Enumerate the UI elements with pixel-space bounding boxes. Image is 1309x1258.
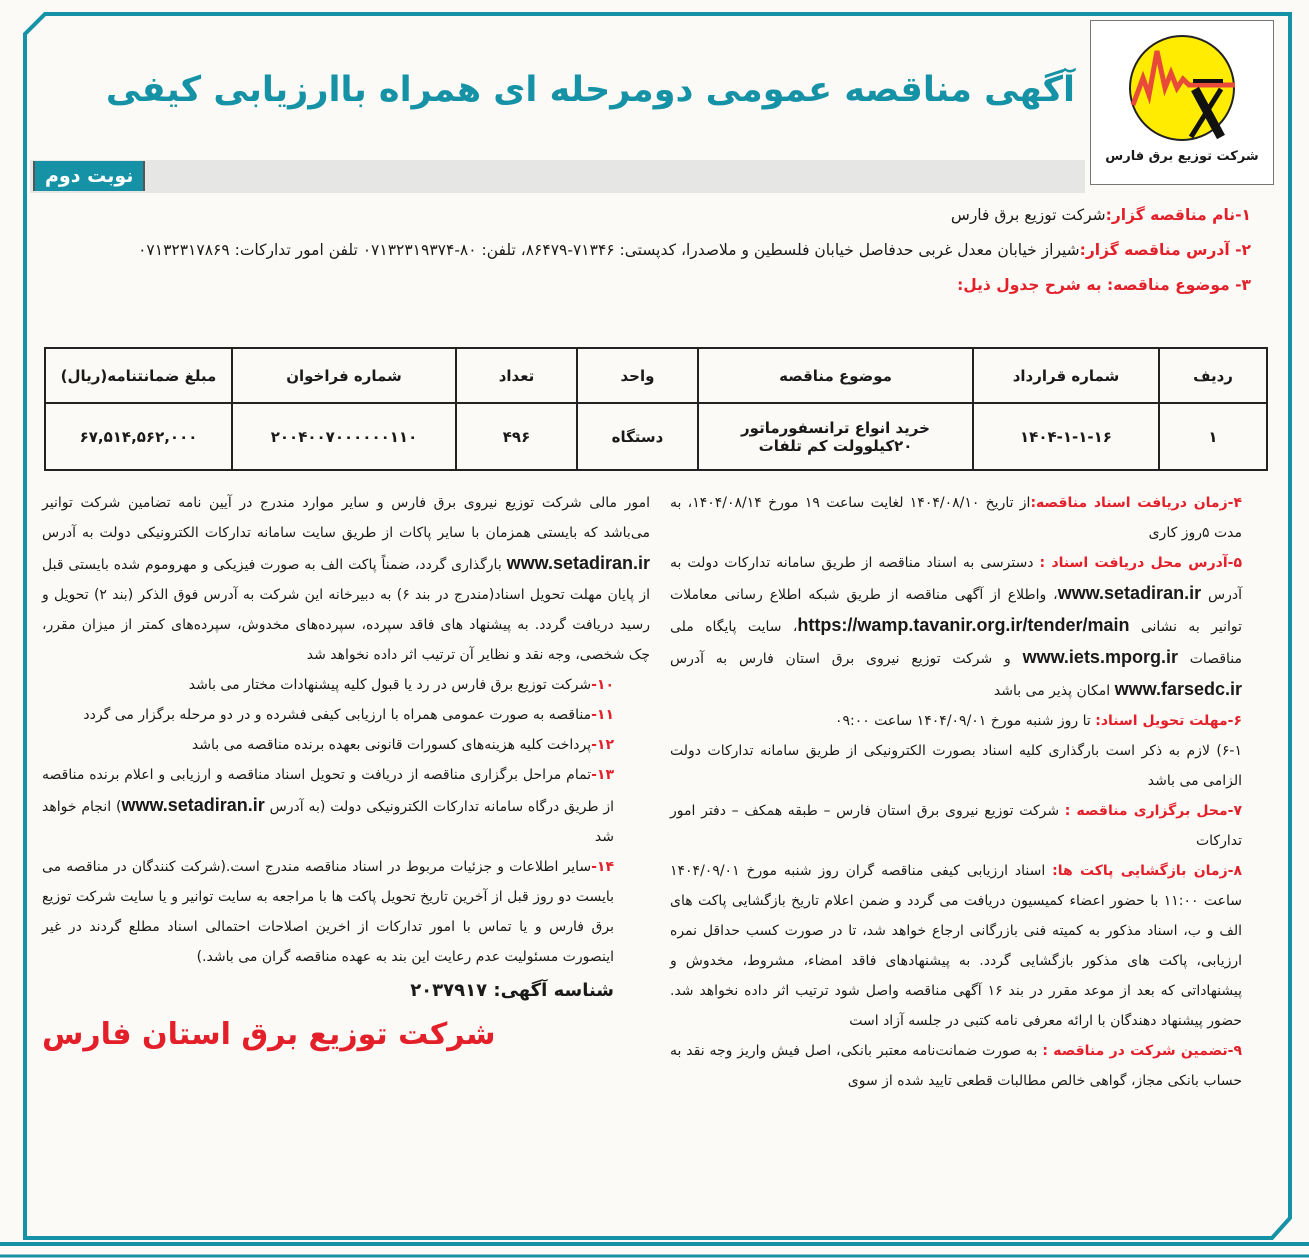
tender-table bbox=[44, 347, 1268, 471]
row-number: ۱ bbox=[1159, 403, 1267, 470]
tender-subject: خرید انواع ترانسفورماتور ۲۰کیلوولت کم تلفات bbox=[698, 403, 973, 470]
clause-label: ۱۰- bbox=[591, 677, 614, 693]
clause-text: امور مالی شرکت توزیع نیروی برق فارس و سایر موارد مندرج در آیین نامه تضامین شرکت توانیر می‌باشد که بایستی همزمان با سایر پاکات از طریق سایت سامانه تدارکات الکترونیکی دولت به آدرس bbox=[42, 495, 650, 541]
tender-clause bbox=[42, 852, 650, 972]
tender-clause bbox=[670, 796, 1278, 856]
clause-label: ۱۴- bbox=[591, 859, 614, 875]
clause-text: ) انجام خواهد شد bbox=[42, 799, 614, 845]
clause-text: پرداخت کلیه هزینه‌های کسورات قانونی بعهده برنده مناقصه می باشد bbox=[191, 737, 592, 753]
column-header: موضوع مناقصه bbox=[698, 348, 973, 403]
website-link[interactable]: https://wamp.tavanir.org.ir/tender/main bbox=[797, 615, 1130, 635]
tender-info bbox=[38, 198, 1251, 303]
clause-label: ۴-زمان دریافت اسناد مناقصه: bbox=[1030, 495, 1242, 511]
tender-clause bbox=[670, 548, 1278, 706]
clause-text: اسناد ارزیابی کیفی مناقصه گران روز شنبه مورخ ۱۴۰۴/۰۹/۰۱ ساعت ۱۱:۰۰ با حضور اعضاء کمیسیون دریافت می گردد و ضمن اعلام تاریخ بازگشایی پاکت های الف و ب، اسناد مذکور به کمیته فنی بازرگانی ارجاع خواهد شد، تا در صورت کسب حداقل نمره ارزیابی، پاکت های مذکور بازگشایی گردد. به پیشنهادهای فاقد امضاء، مشروط، مخدوش و پیشنهاداتی که بعد از موعد مقرر در بند ۱۶ آگهی مناقصه واصل شود ترتیب اثر داده نخواهد شد. حضور پیشنهاد دهندگان با ارائه معرفی نامه کتبی در جلسه آزاد است bbox=[670, 863, 1242, 1029]
website-link[interactable]: www.setadiran.ir bbox=[506, 553, 650, 573]
clause-label: ۶-مهلت تحویل اسناد: bbox=[1095, 713, 1242, 729]
ad-id-label: شناسه آگهی: bbox=[493, 980, 614, 1001]
left-column bbox=[42, 488, 650, 1050]
clause-label: ۱۳- bbox=[591, 767, 614, 783]
tender-clause bbox=[42, 760, 650, 852]
clause-text: شرکت توزیع برق فارس در رد یا قبول کلیه پیشنهادات مختار می باشد bbox=[188, 677, 592, 693]
clause-text: امکان پذیر می باشد bbox=[993, 683, 1115, 699]
section-tenderer-address bbox=[38, 233, 1251, 268]
column-header: مبلغ ضمانتنامه(ریال) bbox=[45, 348, 232, 403]
tender-clause bbox=[670, 1036, 1278, 1096]
clause-text: و شرکت توزیع نیروی برق استان فارس به آدرس bbox=[670, 651, 1023, 667]
section-tenderer-name bbox=[38, 198, 1251, 233]
tender-clause bbox=[670, 706, 1278, 736]
clause-text: دسترسی به اسناد مناقصه از طریق سامانه تدارکات دولت به آدرس bbox=[670, 555, 1242, 603]
section-text: شیراز خیابان معدل غربی حدفاصل خیابان فلسطین و ملاصدرا، کدپستی: ۷۱۳۴۶-۸۶۴۷۹، تلفن: ۸۰-۰۷۱۳۲۳۱۹۳۷۴ تلفن امور تدارکات: ۰۷۱۳۲۳۱۷۸۶۹ bbox=[138, 241, 1080, 259]
badge-band bbox=[30, 160, 1085, 193]
table-header-row bbox=[45, 348, 1267, 403]
section-label: ۱-نام مناقصه گزار: bbox=[1105, 206, 1251, 224]
tender-clause bbox=[670, 488, 1278, 548]
clause-label: ۸-زمان بازگشایی پاکت ها: bbox=[1052, 863, 1242, 879]
unit: دستگاه bbox=[577, 403, 698, 470]
right-column bbox=[670, 488, 1278, 1096]
clause-label: ۷-محل برگزاری مناقصه : bbox=[1064, 803, 1242, 819]
clause-text: بارگذاری گردد، ضمناً پاکت الف به صورت فیزیکی و مهروموم شده بایستی قبل از پایان مهلت تحویل اسناد(مندرج در بند ۶) به دبیرخانه این شرکت به آدرس فوق الذکر (بند ۲) تحویل و رسید دریافت گردد. به پیشنهاد های فاقد سپرده، سپرده‌های مخدوش، سپرده‌های کمتر از میزان مقرر، چک شخصی، وجه نقد و نظایر آن ترتیب اثر داده نخواهد شد bbox=[42, 557, 650, 663]
tender-clause bbox=[670, 856, 1278, 1036]
round-badge: نوبت دوم bbox=[33, 161, 145, 191]
left-column-clauses bbox=[42, 488, 650, 972]
tender-clause bbox=[42, 730, 650, 760]
clause-label: ۹-تضمین شرکت در مناقصه : bbox=[1042, 1043, 1242, 1059]
power-transmission-logo-icon bbox=[1123, 33, 1241, 143]
tender-clause bbox=[670, 736, 1278, 796]
clause-text: شرکت توزیع نیروی برق استان فارس – طبقه همکف – دفتر امور تدارکات bbox=[670, 803, 1242, 849]
ad-identifier bbox=[42, 976, 650, 1006]
section-subject bbox=[38, 268, 1251, 303]
section-label: ۲- آدرس مناقصه گزار: bbox=[1079, 241, 1251, 259]
clause-text: ۶-۱) لازم به ذکر است بارگذاری کلیه اسناد بصورت الکترونیکی از طریق سامانه تدارکات دولت الزامی می باشد bbox=[670, 743, 1242, 789]
clause-text: ، سایت پایگاه ملی مناقصات bbox=[670, 619, 1243, 667]
call-number: ۲۰۰۴۰۰۷۰۰۰۰۰۰۱۱۰ bbox=[232, 403, 456, 470]
website-link[interactable]: www.setadiran.ir bbox=[121, 795, 265, 815]
footer-company-name: شرکت توزیع برق استان فارس bbox=[42, 1017, 496, 1052]
clause-label: ۵-آدرس محل دریافت اسناد : bbox=[1039, 555, 1242, 571]
table-row bbox=[45, 403, 1267, 470]
logo-caption: شرکت توزیع برق فارس bbox=[1105, 149, 1259, 164]
clause-text: سایر اطلاعات و جزئیات مربوط در اسناد مناقصه مندرج است.(شرکت کنندگان در مناقصه می بایست دو روز قبل از آخرین تاریخ تحویل پاکت ها با مراجعه به سایت توانیر و یا سایت شرکت توزیع برق فارس و یا تماس با امور تدارکات از اخرین اصلاحات احتمالی اسناد مطلع گردند در غیر اینصورت مسئولیت عدم رعایت این بند به عهده مناقصه گران می باشد.) bbox=[42, 859, 614, 965]
tender-clause bbox=[42, 700, 650, 730]
tender-clause bbox=[42, 670, 650, 700]
ad-id-value: ۲۰۳۷۹۱۷ bbox=[410, 980, 488, 1001]
column-header: واحد bbox=[577, 348, 698, 403]
contract-number: ۱۴۰۴-۱-۱-۱۶ bbox=[973, 403, 1159, 470]
website-link[interactable]: www.setadiran.ir bbox=[1057, 583, 1202, 603]
tender-clause bbox=[42, 488, 650, 670]
page-title: آگهی مناقصه عمومی دومرحله ای همراه باارزیابی کیفی bbox=[105, 70, 1075, 110]
clause-text: از تاریخ ۱۴۰۴/۰۸/۱۰ لغایت ساعت ۱۹ مورخ ۱۴۰۴/۰۸/۱۴، به مدت ۵روز کاری bbox=[670, 495, 1242, 541]
clause-text: ، واطلاع از آگهی مناقصه از طریق شبکه اطلاع رسانی معاملات توانیر به نشانی bbox=[670, 587, 1242, 635]
clause-text: تمام مراحل برگزاری مناقصه از دریافت و تحویل اسناد مناقصه و ارزیابی و اعلام برنده مناقصه از طریق درگاه سامانه تدارکات الکترونیکی دولت (به آدرس bbox=[42, 767, 614, 815]
clause-label: ۱۱- bbox=[591, 707, 614, 723]
section-label: ۳- موضوع مناقصه: به شرح جدول ذیل: bbox=[957, 276, 1251, 294]
quantity: ۴۹۶ bbox=[456, 403, 577, 470]
column-header: ردیف bbox=[1159, 348, 1267, 403]
company-logo bbox=[1090, 20, 1274, 185]
clause-text: به صورت ضمانت‌نامه معتبر بانکی، اصل فیش واریز وجه نقد به حساب بانکی مجاز، گواهی خالص مطالبات قطعی تایید شده از سوی bbox=[670, 1043, 1242, 1089]
column-header: شماره قرارداد bbox=[973, 348, 1159, 403]
website-link[interactable]: www.iets.mporg.ir bbox=[1022, 647, 1178, 667]
clause-text: مناقصه به صورت عمومی همراه با ارزیابی کیفی فشرده و در دو مرحله برگزار می گردد bbox=[83, 707, 592, 723]
clause-text: تا روز شنبه مورخ ۱۴۰۴/۰۹/۰۱ ساعت ۰۹:۰۰ bbox=[834, 713, 1096, 729]
website-link[interactable]: www.farsedc.ir bbox=[1114, 679, 1242, 699]
column-header: تعداد bbox=[456, 348, 577, 403]
section-text: شرکت توزیع برق فارس bbox=[950, 206, 1106, 224]
column-header: شماره فراخوان bbox=[232, 348, 456, 403]
guarantee-amount: ۶۷,۵۱۴,۵۶۲,۰۰۰ bbox=[45, 403, 232, 470]
clause-label: ۱۲- bbox=[591, 737, 614, 753]
